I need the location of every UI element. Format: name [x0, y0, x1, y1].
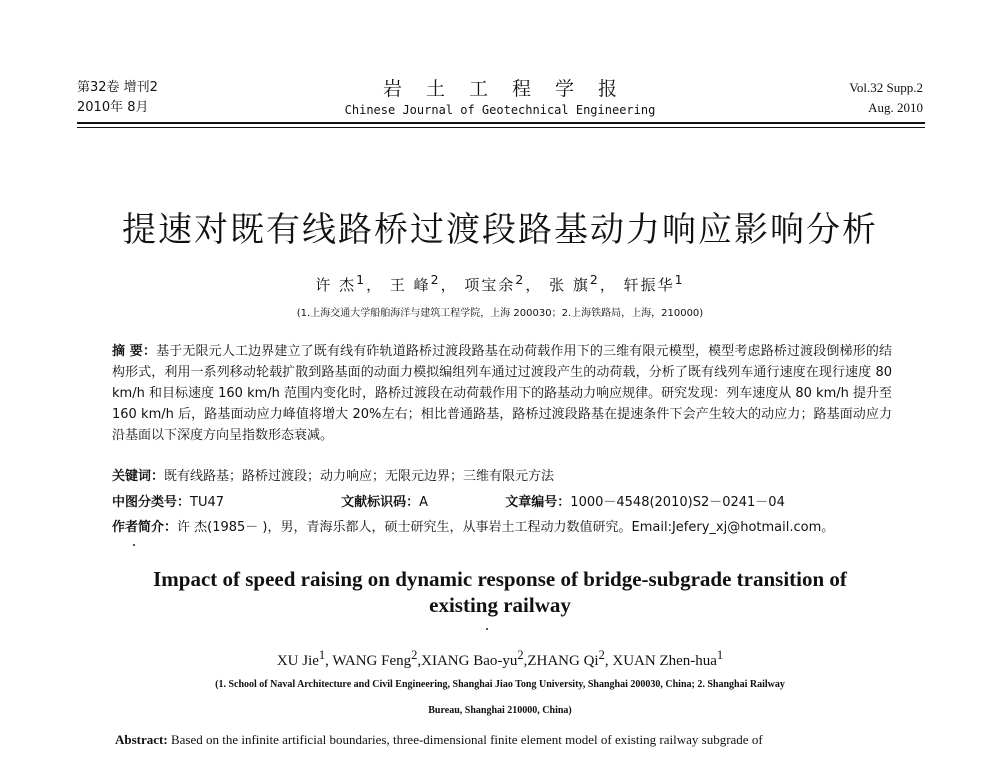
- author-en: ZHANG Qi: [527, 653, 599, 669]
- author-affil-sup: 1: [716, 648, 724, 662]
- affiliation-en-line2: Bureau, Shanghai 210000, China): [428, 705, 572, 716]
- article-number-label: 文章编号：: [505, 495, 571, 510]
- doc-code-label: 文献标识码：: [341, 495, 420, 510]
- author-affil-sup: 2: [430, 272, 441, 287]
- author-affil-sup: 2: [598, 648, 605, 662]
- keywords-cn-text: 既有线路基；路桥过渡段；动力响应；无限元边界；三维有限元方法: [164, 469, 555, 484]
- abstract-en: [115, 732, 895, 748]
- author-intro-text: 许 杰(1985－ )，男，青海乐都人，硕士研究生，从事岩土工程动力数值研究。Email:Jefery_xj@hotmail.com。: [177, 520, 835, 535]
- affiliation-cn: (1.上海交通大学船舶海洋与建筑工程学院，上海 200030；2.上海铁路局，上海，210000): [296, 308, 704, 319]
- author-en: XIANG Bao-yu: [421, 653, 518, 669]
- header-rule-thin: [77, 127, 925, 128]
- author-affil-sup: 1: [356, 272, 367, 287]
- author-cn: 轩振华: [623, 276, 675, 294]
- paper-title-en-line1: Impact of speed raising on dynamic response of bridge-subgrade transition of: [153, 567, 847, 591]
- author-separator: ,: [417, 653, 422, 669]
- journal-volume-issue: [77, 78, 158, 118]
- classification-line: [112, 491, 892, 510]
- affiliation-en-line1: (1. School of Naval Architecture and Civil Engineering, Shanghai Jiao Tong University, Shanghai 200030, China; 2. Shanghai Railway: [215, 679, 785, 690]
- paper-title-cn: 提速对既有线路桥过渡段路基动力响应影响分析: [122, 210, 878, 250]
- journal-name-cn: 岩土工程学报: [382, 78, 641, 100]
- abstract-cn: [112, 341, 892, 446]
- author-introduction: [112, 516, 912, 535]
- author-list-en: [100, 648, 900, 670]
- speck-mark: [486, 628, 488, 630]
- keywords-cn-label: 关键词：: [112, 469, 165, 484]
- journal-name: [300, 74, 700, 117]
- author-cn: 许 杰: [315, 276, 357, 294]
- author-affil-sup: 2: [515, 272, 526, 287]
- author-cn: 项宝余: [464, 276, 516, 294]
- author-separator: ,: [325, 653, 333, 669]
- keywords-cn: [112, 465, 892, 484]
- author-affil-sup: 2: [517, 648, 524, 662]
- journal-volume-en: [849, 78, 923, 118]
- abstract-en-label: Abstract:: [115, 732, 168, 747]
- author-en: WANG Feng: [332, 653, 412, 669]
- author-en: XU Jie: [276, 653, 319, 669]
- paper-title-en-line2: existing railway: [429, 593, 571, 617]
- article-number-value: 1000－4548(2010)S2－0241－04: [570, 495, 785, 510]
- abstract-cn-label: 摘 要：: [112, 344, 157, 359]
- author-en: XUAN Zhen-hua: [612, 653, 717, 669]
- abstract-cn-text: 基于无限元人工边界建立了既有线有砟轨道路桥过渡段路基在动荷载作用下的三维有限元模型，模型考虑路桥过渡段倒梯形的结构形式，利用一系列移动轮载扩散到路基面的动面力模拟编组列车通过过渡段产生的动荷载，分析了既有线列车通行速度在现行速度 80 km/h 和目标速度 160 km/h 范围内变化时，路桥过渡段在动荷载作用下的路基动力响应规律。研究发现：列车速度从 80 km/h 提升至 160 km/h 后，路基面动应力峰值将增大 20%左右；相比普通路基，路桥过渡段路基在提速条件下会产生较大的动应力；路基面动应力沿基面以下深度方向呈指数形态衰减。: [112, 344, 892, 443]
- header-rule-thick: [77, 122, 925, 124]
- document-code: [341, 491, 501, 510]
- author-affil-sup: 1: [674, 272, 685, 287]
- author-affil-sup: 2: [589, 272, 600, 287]
- author-affil-sup: 2: [411, 648, 418, 662]
- volume-line: 第32卷 增刊2: [77, 80, 158, 95]
- author-intro-label: 作者简介：: [112, 520, 178, 535]
- author-separator: ,: [604, 653, 613, 669]
- article-number: [505, 491, 785, 510]
- author-affil-sup: 1: [318, 648, 326, 662]
- author-list-cn: 许 杰$^1$， 王 峰$^2$， 项宝余$^2$， 张 旗$^2$， 轩振华$^1$: [315, 272, 685, 294]
- speck-mark: [133, 544, 135, 546]
- author-cn: 王 峰: [389, 276, 431, 294]
- clc-number: [112, 491, 337, 510]
- date-line-en: Aug. 2010: [868, 100, 923, 115]
- doc-code-value: A: [419, 495, 429, 510]
- volume-line-en: Vol.32 Supp.2: [849, 80, 923, 95]
- clc-value: TU47: [190, 495, 225, 510]
- paper-title-en: [80, 566, 920, 618]
- author-separator: ,: [523, 653, 528, 669]
- clc-label: 中图分类号：: [112, 495, 191, 510]
- abstract-en-text: Based on the infinite artificial boundaries, three-dimensional finite element model of existing railway subgrade of: [167, 732, 763, 747]
- journal-name-en: Chinese Journal of Geotechnical Engineering: [344, 103, 656, 117]
- date-line-cn: 2010年 8月: [77, 100, 149, 115]
- author-cn: 张 旗: [549, 276, 590, 294]
